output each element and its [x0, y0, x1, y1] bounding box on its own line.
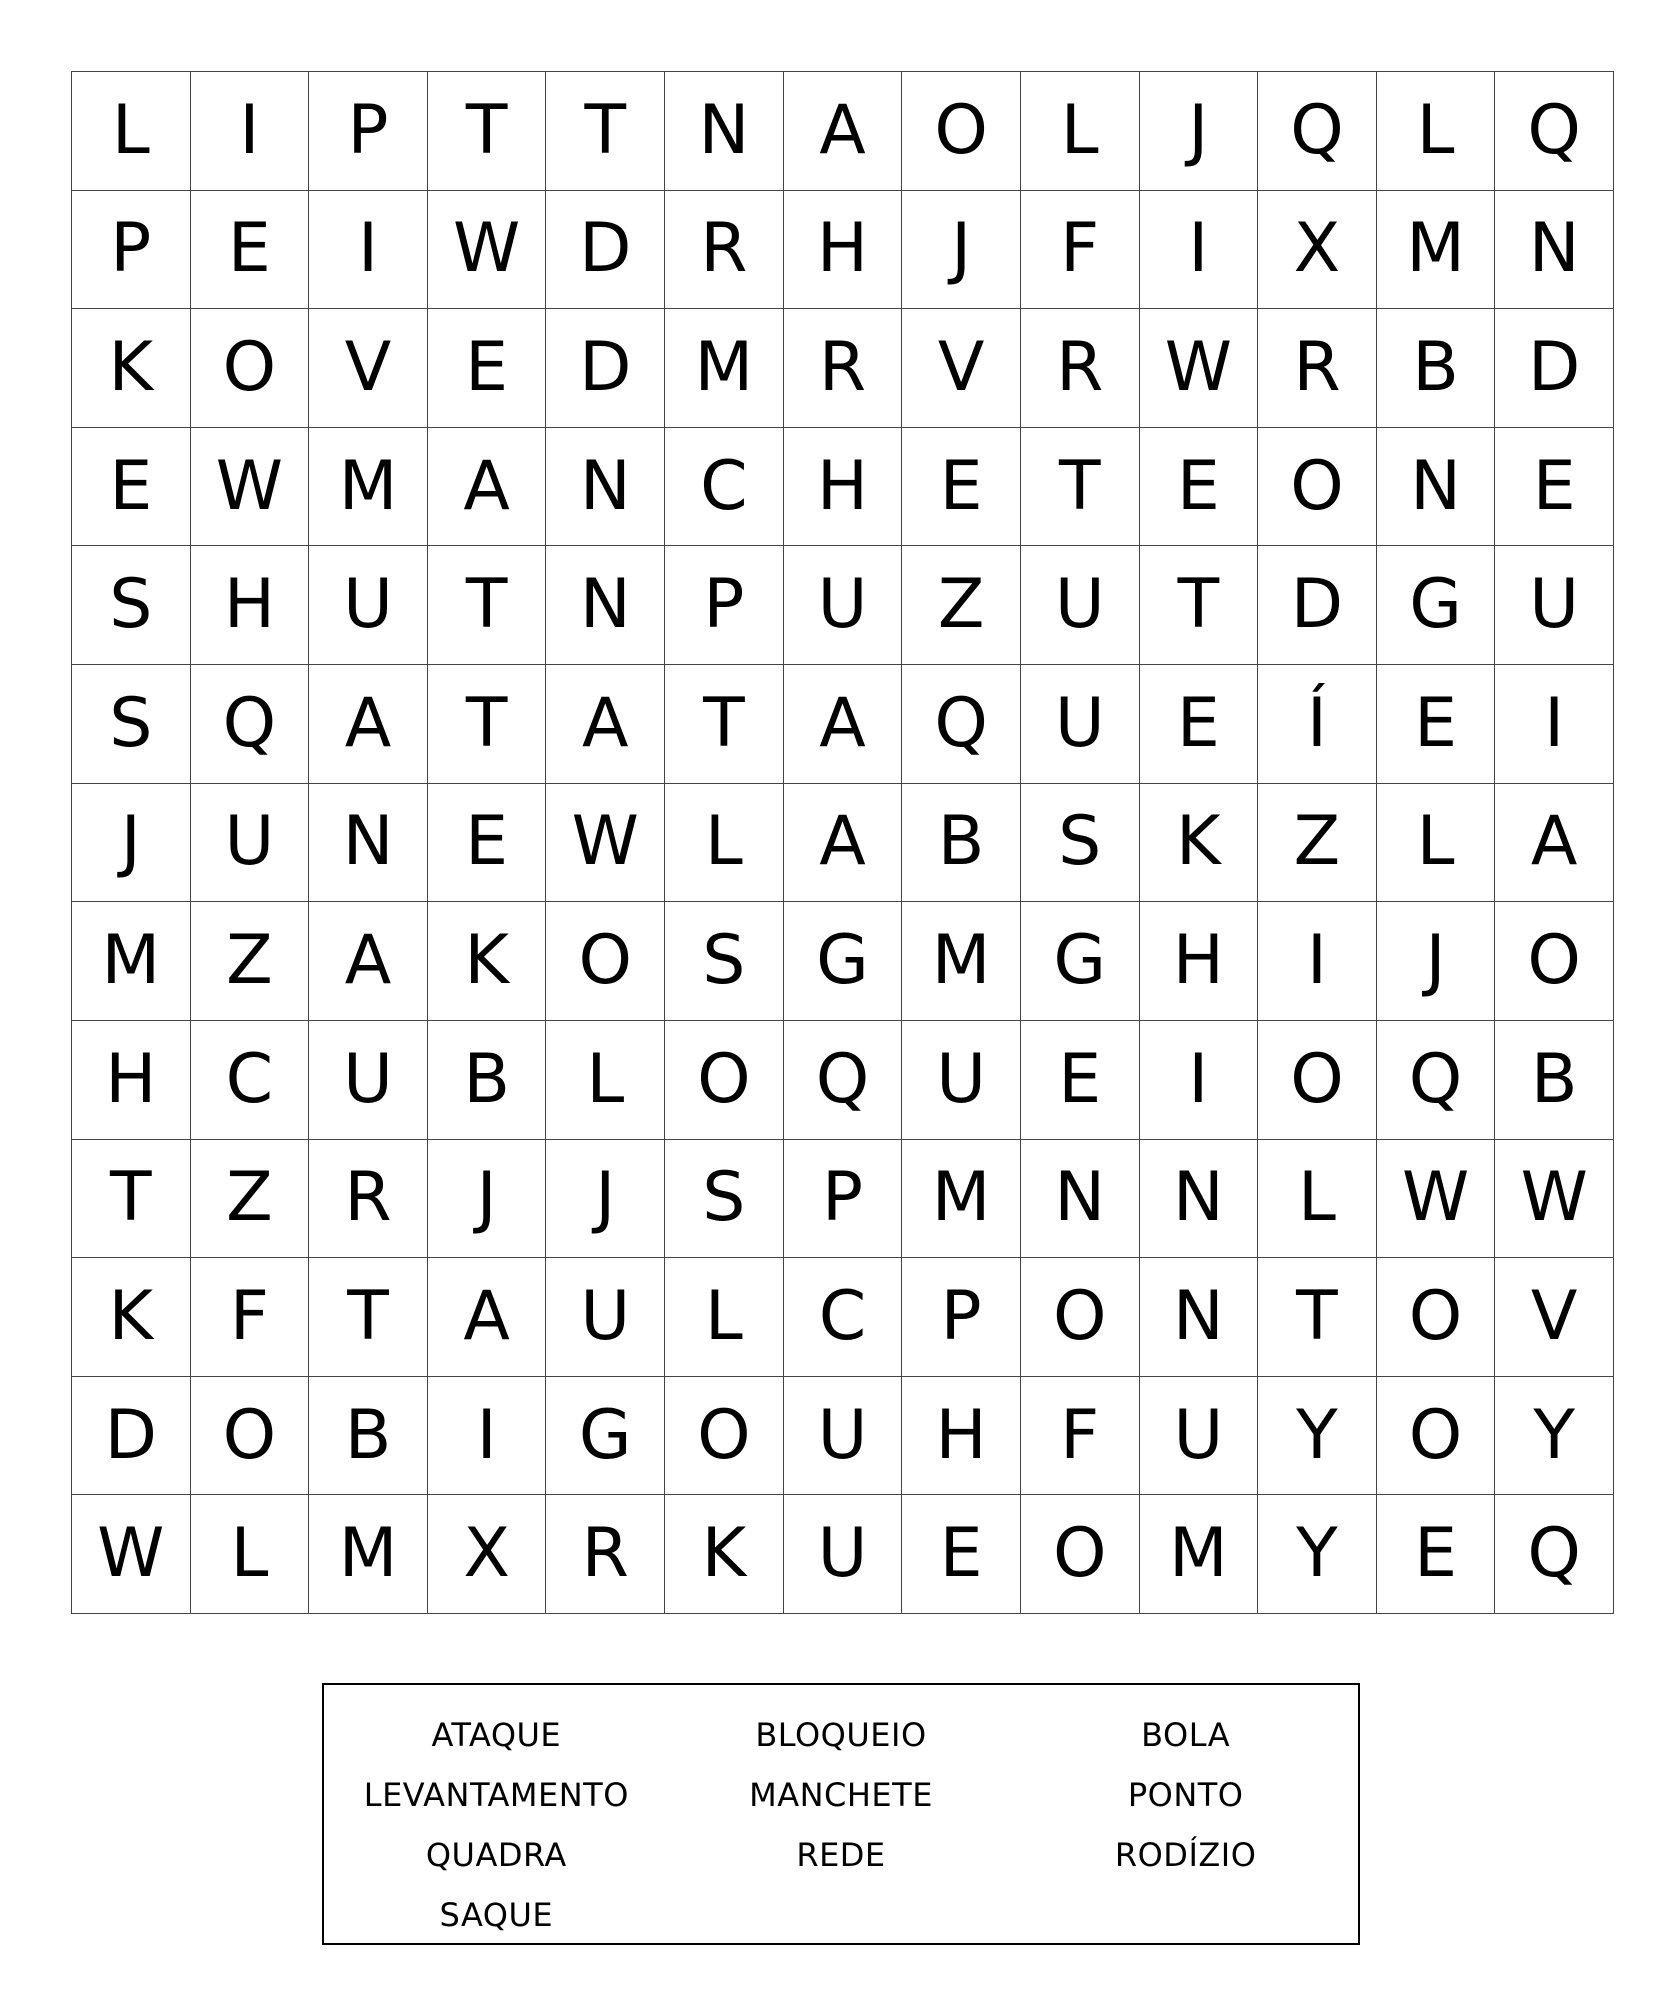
grid-cell[interactable]: E — [1495, 428, 1614, 547]
grid-cell[interactable]: Q — [1495, 72, 1614, 191]
grid-cell[interactable]: N — [665, 72, 784, 191]
grid-cell[interactable]: H — [1140, 902, 1259, 1021]
grid-cell[interactable]: O — [1377, 1377, 1496, 1496]
grid-cell[interactable]: I — [1140, 1021, 1259, 1140]
grid-cell[interactable]: G — [1021, 902, 1140, 1021]
grid-cell[interactable]: I — [309, 191, 428, 310]
grid-cell[interactable]: O — [546, 902, 665, 1021]
grid-cell[interactable]: G — [546, 1377, 665, 1496]
grid-cell[interactable]: J — [1140, 72, 1259, 191]
grid-cell[interactable]: V — [1495, 1258, 1614, 1377]
grid-cell[interactable]: P — [309, 72, 428, 191]
grid-cell[interactable]: A — [1495, 784, 1614, 903]
grid-cell[interactable]: E — [1377, 665, 1496, 784]
grid-cell[interactable]: U — [1021, 546, 1140, 665]
grid-cell[interactable]: L — [546, 1021, 665, 1140]
grid-cell[interactable]: T — [72, 1140, 191, 1259]
grid-cell[interactable]: M — [72, 902, 191, 1021]
grid-cell[interactable]: J — [1377, 902, 1496, 1021]
grid-cell[interactable]: Z — [191, 902, 310, 1021]
grid-cell[interactable]: H — [784, 191, 903, 310]
grid-cell[interactable]: E — [1377, 1495, 1496, 1614]
grid-cell[interactable]: E — [428, 309, 547, 428]
grid-cell[interactable]: U — [784, 546, 903, 665]
grid-cell[interactable]: H — [784, 428, 903, 547]
grid-cell[interactable]: N — [309, 784, 428, 903]
grid-cell[interactable]: S — [665, 902, 784, 1021]
grid-cell[interactable]: X — [1258, 191, 1377, 310]
grid-cell[interactable]: L — [1021, 72, 1140, 191]
grid-cell[interactable]: P — [902, 1258, 1021, 1377]
grid-cell[interactable]: K — [665, 1495, 784, 1614]
grid-cell[interactable]: M — [665, 309, 784, 428]
grid-cell[interactable]: M — [902, 1140, 1021, 1259]
grid-cell[interactable]: U — [1495, 546, 1614, 665]
grid-cell[interactable]: O — [1021, 1495, 1140, 1614]
grid-cell[interactable]: N — [1377, 428, 1496, 547]
grid-cell[interactable]: R — [784, 309, 903, 428]
grid-cell[interactable]: M — [902, 902, 1021, 1021]
grid-cell[interactable]: U — [784, 1377, 903, 1496]
grid-cell[interactable]: T — [309, 1258, 428, 1377]
grid-cell[interactable]: Y — [1258, 1377, 1377, 1496]
grid-cell[interactable]: D — [1258, 546, 1377, 665]
grid-cell[interactable]: E — [902, 428, 1021, 547]
grid-cell[interactable]: B — [1495, 1021, 1614, 1140]
grid-cell[interactable]: Q — [1495, 1495, 1614, 1614]
grid-cell[interactable]: O — [1258, 428, 1377, 547]
grid-cell[interactable]: A — [546, 665, 665, 784]
word-list-item: REDE — [796, 1836, 886, 1874]
grid-cell[interactable]: J — [72, 784, 191, 903]
grid-cell[interactable]: F — [191, 1258, 310, 1377]
grid-cell[interactable]: N — [1495, 191, 1614, 310]
grid-cell[interactable]: D — [546, 309, 665, 428]
grid-cell[interactable]: B — [902, 784, 1021, 903]
grid-cell[interactable]: N — [546, 546, 665, 665]
grid-cell[interactable]: O — [191, 1377, 310, 1496]
grid-cell[interactable]: O — [191, 309, 310, 428]
word-search-grid — [71, 71, 1614, 1614]
grid-cell[interactable]: T — [428, 72, 547, 191]
grid-cell[interactable]: R — [1021, 309, 1140, 428]
grid-cell[interactable]: Y — [1495, 1377, 1614, 1496]
grid-cell[interactable]: L — [665, 1258, 784, 1377]
grid-cell[interactable]: M — [1140, 1495, 1259, 1614]
grid-cell[interactable]: B — [428, 1021, 547, 1140]
grid-cell[interactable]: A — [428, 428, 547, 547]
grid-cell[interactable]: R — [309, 1140, 428, 1259]
grid-cell[interactable]: N — [1140, 1140, 1259, 1259]
grid-cell[interactable]: U — [546, 1258, 665, 1377]
word-list-item: ATAQUE — [431, 1716, 562, 1754]
grid-cell[interactable]: N — [1021, 1140, 1140, 1259]
grid-cell[interactable]: Q — [191, 665, 310, 784]
grid-cell[interactable]: R — [546, 1495, 665, 1614]
grid-cell[interactable]: W — [546, 784, 665, 903]
grid-cell[interactable]: S — [1021, 784, 1140, 903]
grid-cell[interactable]: I — [1140, 191, 1259, 310]
grid-cell[interactable]: I — [1258, 902, 1377, 1021]
grid-cell[interactable]: T — [665, 665, 784, 784]
grid-cell[interactable]: N — [546, 428, 665, 547]
grid-cell[interactable]: A — [309, 665, 428, 784]
grid-cell[interactable]: A — [784, 784, 903, 903]
word-list-item: MANCHETE — [749, 1776, 933, 1814]
grid-cell[interactable]: T — [1258, 1258, 1377, 1377]
grid-cell[interactable]: M — [309, 428, 428, 547]
grid-cell[interactable]: E — [1140, 428, 1259, 547]
grid-cell[interactable]: C — [784, 1258, 903, 1377]
grid-cell[interactable]: G — [1377, 546, 1496, 665]
grid-cell[interactable]: Q — [1258, 72, 1377, 191]
grid-cell[interactable]: D — [546, 191, 665, 310]
grid-cell[interactable]: E — [902, 1495, 1021, 1614]
grid-cell[interactable]: S — [72, 546, 191, 665]
grid-cell[interactable]: U — [191, 784, 310, 903]
word-list-item: BLOQUEIO — [755, 1716, 927, 1754]
grid-cell[interactable]: I — [191, 72, 310, 191]
grid-cell[interactable]: T — [546, 72, 665, 191]
grid-cell[interactable]: D — [72, 1377, 191, 1496]
grid-cell[interactable]: L — [191, 1495, 310, 1614]
grid-cell[interactable]: R — [665, 191, 784, 310]
grid-cell[interactable]: M — [309, 1495, 428, 1614]
grid-cell[interactable]: G — [784, 902, 903, 1021]
grid-cell[interactable]: D — [1495, 309, 1614, 428]
grid-cell[interactable]: U — [1021, 665, 1140, 784]
grid-cell[interactable]: Z — [902, 546, 1021, 665]
grid-cell[interactable]: L — [1377, 72, 1496, 191]
grid-cell[interactable]: M — [1377, 191, 1496, 310]
grid-cell[interactable]: V — [309, 309, 428, 428]
grid-cell[interactable]: Z — [191, 1140, 310, 1259]
grid-cell[interactable]: J — [428, 1140, 547, 1259]
grid-cell[interactable]: K — [72, 309, 191, 428]
grid-cell[interactable]: O — [665, 1377, 784, 1496]
grid-cell[interactable]: T — [428, 665, 547, 784]
grid-cell[interactable]: I — [428, 1377, 547, 1496]
grid-cell[interactable]: O — [1495, 902, 1614, 1021]
grid-cell[interactable]: A — [784, 72, 903, 191]
grid-cell[interactable]: K — [428, 902, 547, 1021]
word-list-item: BOLA — [1141, 1716, 1231, 1754]
grid-cell[interactable]: B — [309, 1377, 428, 1496]
grid-cell[interactable]: Z — [1258, 784, 1377, 903]
grid-cell[interactable]: O — [1377, 1258, 1496, 1377]
grid-cell[interactable]: E — [1140, 665, 1259, 784]
grid-cell[interactable]: F — [1021, 191, 1140, 310]
grid-cell[interactable]: Q — [1377, 1021, 1496, 1140]
grid-cell[interactable]: N — [1140, 1258, 1259, 1377]
grid-cell[interactable]: E — [191, 191, 310, 310]
grid-cell[interactable]: Q — [784, 1021, 903, 1140]
grid-cell[interactable]: C — [191, 1021, 310, 1140]
grid-cell[interactable]: E — [72, 428, 191, 547]
grid-cell[interactable]: C — [665, 428, 784, 547]
grid-cell[interactable]: W — [191, 428, 310, 547]
grid-cell[interactable]: L — [1258, 1140, 1377, 1259]
grid-cell[interactable]: O — [1021, 1258, 1140, 1377]
grid-cell[interactable]: O — [902, 72, 1021, 191]
grid-cell[interactable]: L — [665, 784, 784, 903]
grid-cell[interactable]: Y — [1258, 1495, 1377, 1614]
word-list-item: RODÍZIO — [1114, 1836, 1257, 1874]
grid-cell[interactable]: P — [72, 191, 191, 310]
grid-cell[interactable]: U — [784, 1495, 903, 1614]
grid-cell[interactable]: T — [1140, 546, 1259, 665]
grid-cell[interactable]: L — [1377, 784, 1496, 903]
grid-cell[interactable]: T — [428, 546, 547, 665]
grid-cell[interactable]: O — [665, 1021, 784, 1140]
grid-cell[interactable]: P — [784, 1140, 903, 1259]
word-list-item: SAQUE — [439, 1896, 554, 1934]
grid-cell[interactable]: S — [72, 665, 191, 784]
word-list-item: PONTO — [1127, 1776, 1244, 1814]
grid-cell[interactable]: E — [1021, 1021, 1140, 1140]
grid-cell[interactable]: I — [1495, 665, 1614, 784]
grid-cell[interactable]: P — [665, 546, 784, 665]
grid-cell[interactable]: Í — [1258, 665, 1377, 784]
word-list-box — [322, 1683, 1360, 1945]
grid-cell[interactable]: A — [784, 665, 903, 784]
grid-cell[interactable]: W — [1377, 1140, 1496, 1259]
grid-cell[interactable]: A — [428, 1258, 547, 1377]
grid-cell[interactable]: W — [428, 191, 547, 310]
word-list-item: QUADRA — [425, 1836, 567, 1874]
grid-cell[interactable]: S — [665, 1140, 784, 1259]
grid-cell[interactable]: J — [546, 1140, 665, 1259]
grid-cell[interactable]: U — [309, 546, 428, 665]
grid-cell[interactable]: W — [1495, 1140, 1614, 1259]
grid-cell[interactable]: V — [902, 309, 1021, 428]
grid-cell[interactable]: W — [1140, 309, 1259, 428]
grid-cell[interactable]: U — [1140, 1377, 1259, 1496]
grid-cell[interactable]: L — [72, 72, 191, 191]
grid-cell[interactable]: U — [902, 1021, 1021, 1140]
grid-cell[interactable]: K — [1140, 784, 1259, 903]
grid-cell[interactable]: K — [72, 1258, 191, 1377]
grid-cell[interactable]: F — [1021, 1377, 1140, 1496]
grid-cell[interactable]: A — [309, 902, 428, 1021]
grid-cell[interactable]: E — [428, 784, 547, 903]
grid-cell[interactable]: U — [309, 1021, 428, 1140]
grid-cell[interactable]: J — [902, 191, 1021, 310]
grid-cell[interactable]: Q — [902, 665, 1021, 784]
grid-cell[interactable]: H — [191, 546, 310, 665]
grid-cell[interactable]: H — [902, 1377, 1021, 1496]
word-list-item: LEVANTAMENTO — [363, 1776, 629, 1814]
grid-cell[interactable]: W — [72, 1495, 191, 1614]
grid-cell[interactable]: T — [1021, 428, 1140, 547]
grid-cell[interactable]: O — [1258, 1021, 1377, 1140]
grid-cell[interactable]: R — [1258, 309, 1377, 428]
grid-cell[interactable]: B — [1377, 309, 1496, 428]
grid-cell[interactable]: H — [72, 1021, 191, 1140]
grid-cell[interactable]: X — [428, 1495, 547, 1614]
